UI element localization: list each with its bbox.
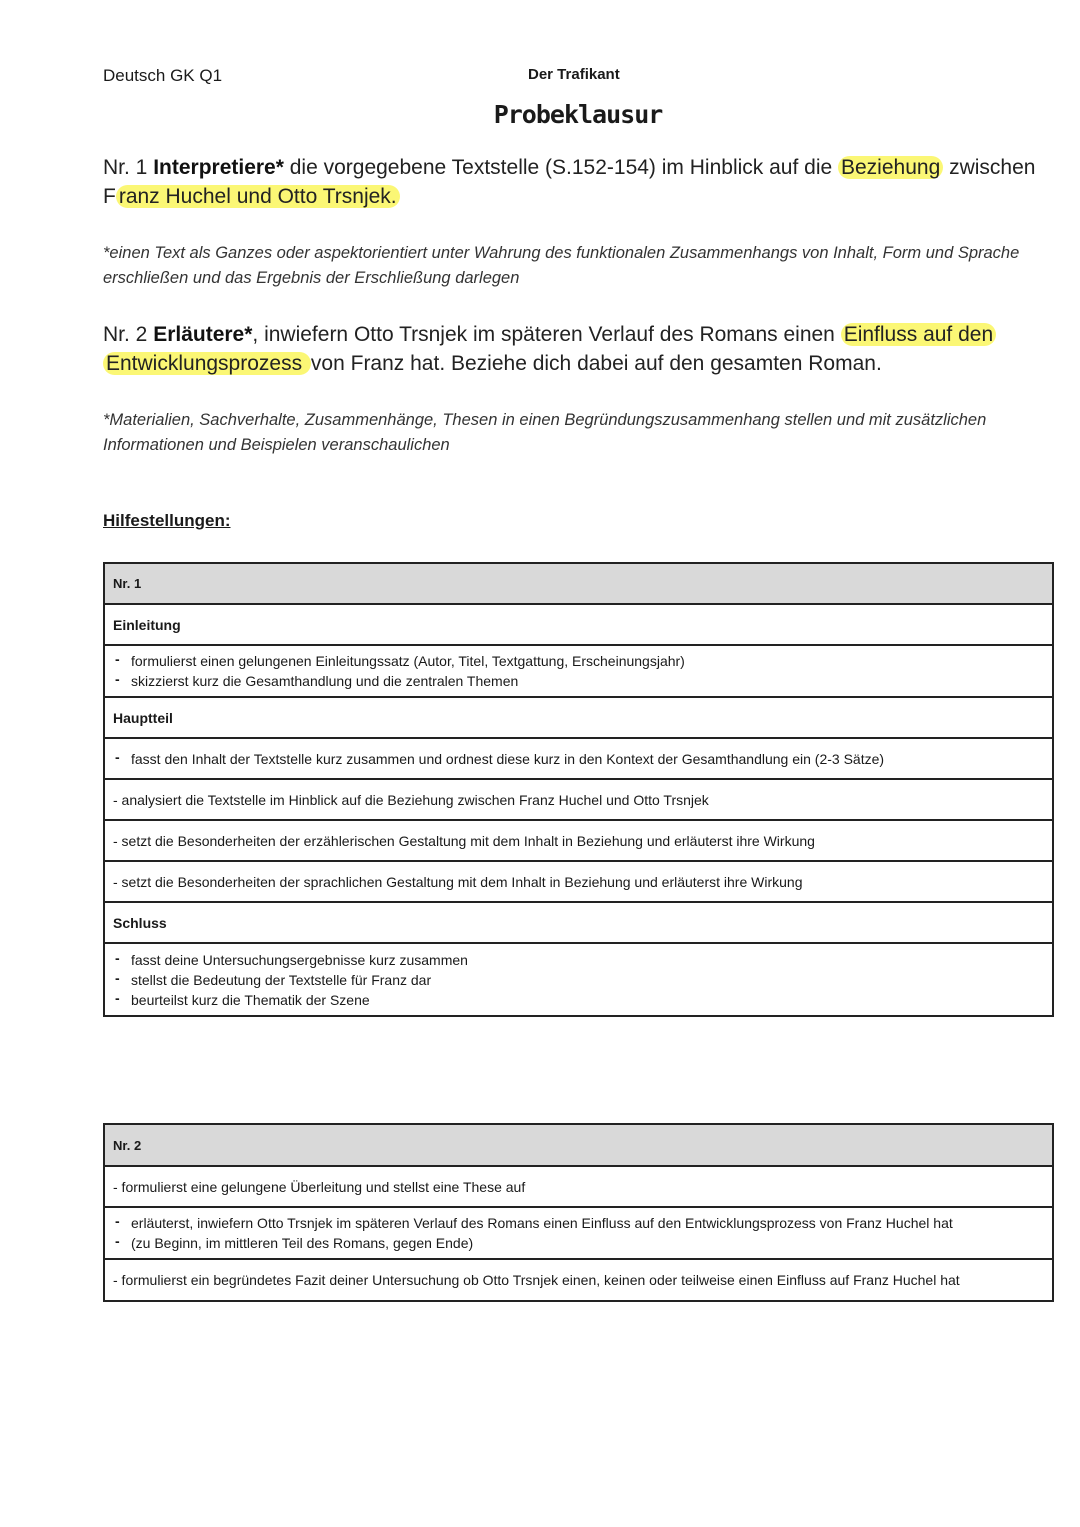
task-1-note: *einen Text als Ganzes oder aspektorientiert unter Wahrung des funktionalen Zusammenhangs von Inhalt, Form und Sprache erschließen und das Ergebnis der Erschließung darlegen <box>103 244 1020 287</box>
help-table-2 <box>103 1123 1054 1302</box>
list-item: - stellst die Bedeutung der Textstelle für Franz dar <box>113 970 1044 990</box>
task-2-note: *Materialien, Sachverhalte, Zusammenhänge, Thesen in einen Begründungszusammenhang stellen und mit zusätzlichen Informationen und Beispielen veranschaulichen <box>103 411 987 454</box>
table-2-row-3: - formulierst ein begründetes Fazit deiner Untersuchung ob Otto Trsnjek einen, keinen oder teilweise einen Einfluss auf Franz Huchel hat <box>104 1259 1053 1301</box>
table-2-head: Nr. 2 <box>104 1124 1053 1166</box>
list-item: - fasst den Inhalt der Textstelle kurz zusammen und ordnest diese kurz in den Kontext der Gesamthandlung ein (2-3 Sätze) <box>113 749 1044 769</box>
section-schluss: Schluss <box>104 902 1053 943</box>
highlight-entwicklungsprozess: Entwicklungsprozess <box>103 352 311 375</box>
task-2-text-a: , inwiefern Otto Trsnjek im späteren Verlauf des Romans einen <box>252 323 841 346</box>
einleitung-items <box>104 645 1053 697</box>
task-2 <box>103 320 1053 378</box>
table-1-head: Nr. 1 <box>104 563 1053 604</box>
hauptteil-row-4: - setzt die Besonderheiten der sprachlichen Gestaltung mit dem Inhalt in Beziehung und erläuterst ihre Wirkung <box>104 861 1053 902</box>
hauptteil-row-1 <box>104 738 1053 779</box>
task-1 <box>103 153 1053 211</box>
section-einleitung: Einleitung <box>104 604 1053 645</box>
table-2-row-2 <box>104 1207 1053 1259</box>
list-item: - (zu Beginn, im mittleren Teil des Romans, gegen Ende) <box>113 1233 1044 1253</box>
help-table-1 <box>103 562 1054 1017</box>
task-1-text-a: die vorgegebene Textstelle (S.152-154) im Hinblick auf die <box>283 156 838 179</box>
list-item: - formulierst einen gelungenen Einleitungssatz (Autor, Titel, Textgattung, Erscheinungsjahr) <box>113 651 1044 671</box>
hauptteil-row-3: - setzt die Besonderheiten der erzählerischen Gestaltung mit dem Inhalt in Beziehung und erläuterst ihre Wirkung <box>104 820 1053 861</box>
list-item: - beurteilst kurz die Thematik der Szene <box>113 990 1044 1010</box>
highlight-franz-otto: ranz Huchel und Otto Trsnjek. <box>116 185 400 208</box>
highlight-beziehung: Beziehung <box>838 156 943 179</box>
task-1-number: Nr. 1 <box>103 156 154 179</box>
schluss-items <box>104 943 1053 1016</box>
course-label: Deutsch GK Q1 <box>103 66 223 85</box>
book-title: Der Trafikant <box>528 66 620 83</box>
list-item: - fasst deine Untersuchungsergebnisse kurz zusammen <box>113 950 1044 970</box>
list-item: - skizzierst kurz die Gesamthandlung und die zentralen Themen <box>113 671 1044 691</box>
task-2-verb: Erläutere* <box>153 323 253 346</box>
task-2-number: Nr. 2 <box>103 323 154 346</box>
task-1-verb: Interpretiere* <box>153 156 284 179</box>
hauptteil-row-2: - analysiert die Textstelle im Hinblick auf die Beziehung zwischen Franz Huchel und Otto Trsnjek <box>104 779 1053 820</box>
task-2-text-b: von Franz hat. Beziehe dich dabei auf den gesamten Roman. <box>310 352 882 375</box>
table-2-row-1: - formulierst eine gelungene Überleitung und stellst eine These auf <box>104 1166 1053 1207</box>
list-item: - erläuterst, inwiefern Otto Trsnjek im späteren Verlauf des Romans einen Einfluss auf den Entwicklungsprozess von Franz Huchel hat <box>113 1213 1044 1233</box>
task-1-text-b: zwischen F <box>103 156 1036 208</box>
help-title: Hilfestellungen: <box>103 511 231 530</box>
page-title: Probeklausur <box>493 100 663 129</box>
highlight-einfluss: Einfluss auf den <box>841 323 996 346</box>
section-hauptteil: Hauptteil <box>104 697 1053 738</box>
